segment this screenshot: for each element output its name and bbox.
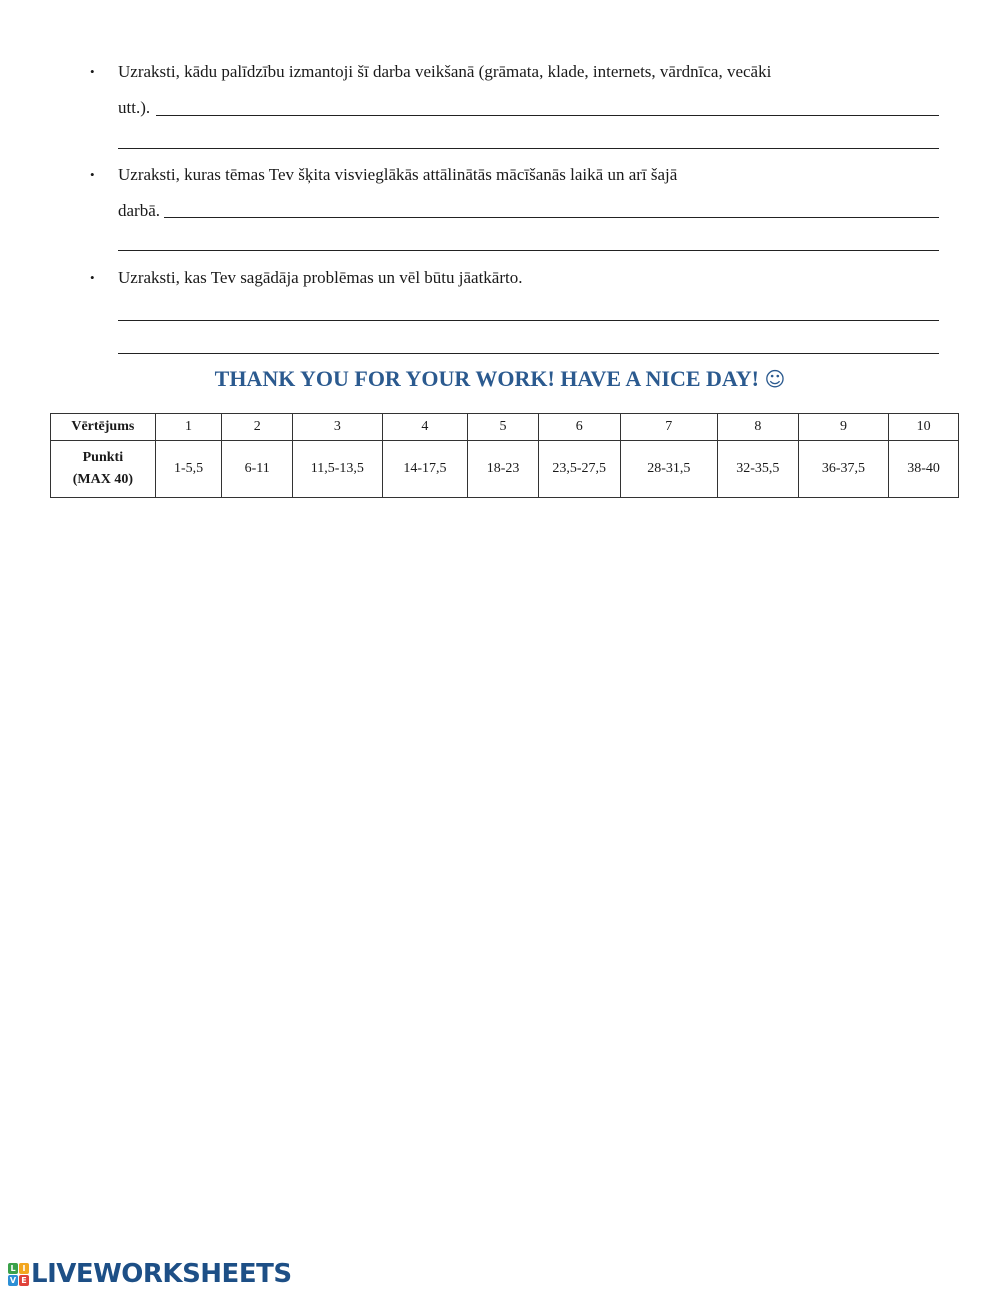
grade-cell: 6 <box>538 414 620 441</box>
logo-mark-icon <box>8 1263 29 1286</box>
logo-text: LIVEWORKSHEETS <box>31 1259 292 1289</box>
question-2-text: Uzraksti, kuras tēmas Tev šķita visvieglākās attālinātās mācīšanās laikā un arī šajā <box>118 165 678 184</box>
thanks-heading <box>0 366 1000 392</box>
points-row <box>51 441 959 498</box>
answer-line-3b[interactable] <box>118 353 939 354</box>
points-max-label: (MAX 40) <box>72 472 133 487</box>
points-cell: 28-31,5 <box>620 441 718 498</box>
logo-mark-letter: V <box>9 1275 17 1285</box>
question-3-text: Uzraksti, kas Tev sagādāja problēmas un vēl būtu jāatkārto. <box>118 268 523 287</box>
question-1-text-cont: utt.). <box>118 98 151 117</box>
points-cell: 32-35,5 <box>718 441 799 498</box>
grade-table <box>50 413 959 498</box>
logo-mark-letter: E <box>19 1275 29 1286</box>
liveworksheets-logo[interactable] <box>8 1258 292 1290</box>
grade-cell: 5 <box>468 414 539 441</box>
answer-line-3a[interactable] <box>118 320 939 321</box>
points-cell: 14-17,5 <box>382 441 468 498</box>
answer-line-2a[interactable] <box>164 217 939 218</box>
grade-cell: 2 <box>222 414 293 441</box>
thanks-text: THANK YOU FOR YOUR WORK! HAVE A NICE DAY! <box>214 366 759 391</box>
grade-row-header: Vērtējums <box>51 414 156 441</box>
question-1-text: Uzraksti, kādu palīdzību izmantoji šī darba veikšanā (grāmata, klade, internets, vārdnīca, vecāki <box>118 62 772 81</box>
points-cell: 1-5,5 <box>155 441 222 498</box>
smiley-icon: ☺ <box>764 367 786 391</box>
points-row-header <box>51 441 156 498</box>
grade-cell: 4 <box>382 414 468 441</box>
bullet-icon: • <box>90 270 95 285</box>
answer-line-1b[interactable] <box>118 148 939 149</box>
question-2-text-cont: darbā. <box>118 201 161 220</box>
answer-line-2b[interactable] <box>118 250 939 251</box>
points-cell: 18-23 <box>468 441 539 498</box>
points-cell: 36-37,5 <box>798 441 889 498</box>
grade-cell: 9 <box>798 414 889 441</box>
grade-cell: 10 <box>889 414 959 441</box>
answer-line-1a[interactable] <box>156 115 939 116</box>
points-cell: 6-11 <box>222 441 293 498</box>
grade-cell: 1 <box>155 414 222 441</box>
bullet-icon: • <box>90 167 95 182</box>
grade-row <box>51 414 959 441</box>
grade-cell: 3 <box>293 414 383 441</box>
logo-mark-letter: I <box>19 1263 29 1274</box>
bullet-icon: • <box>90 64 95 79</box>
grade-cell: 8 <box>718 414 799 441</box>
points-cell: 23,5-27,5 <box>538 441 620 498</box>
points-cell: 11,5-13,5 <box>293 441 383 498</box>
points-label: Punkti <box>82 450 124 465</box>
points-cell: 38-40 <box>889 441 959 498</box>
grade-cell: 7 <box>620 414 718 441</box>
logo-mark-letter: L <box>8 1263 18 1274</box>
